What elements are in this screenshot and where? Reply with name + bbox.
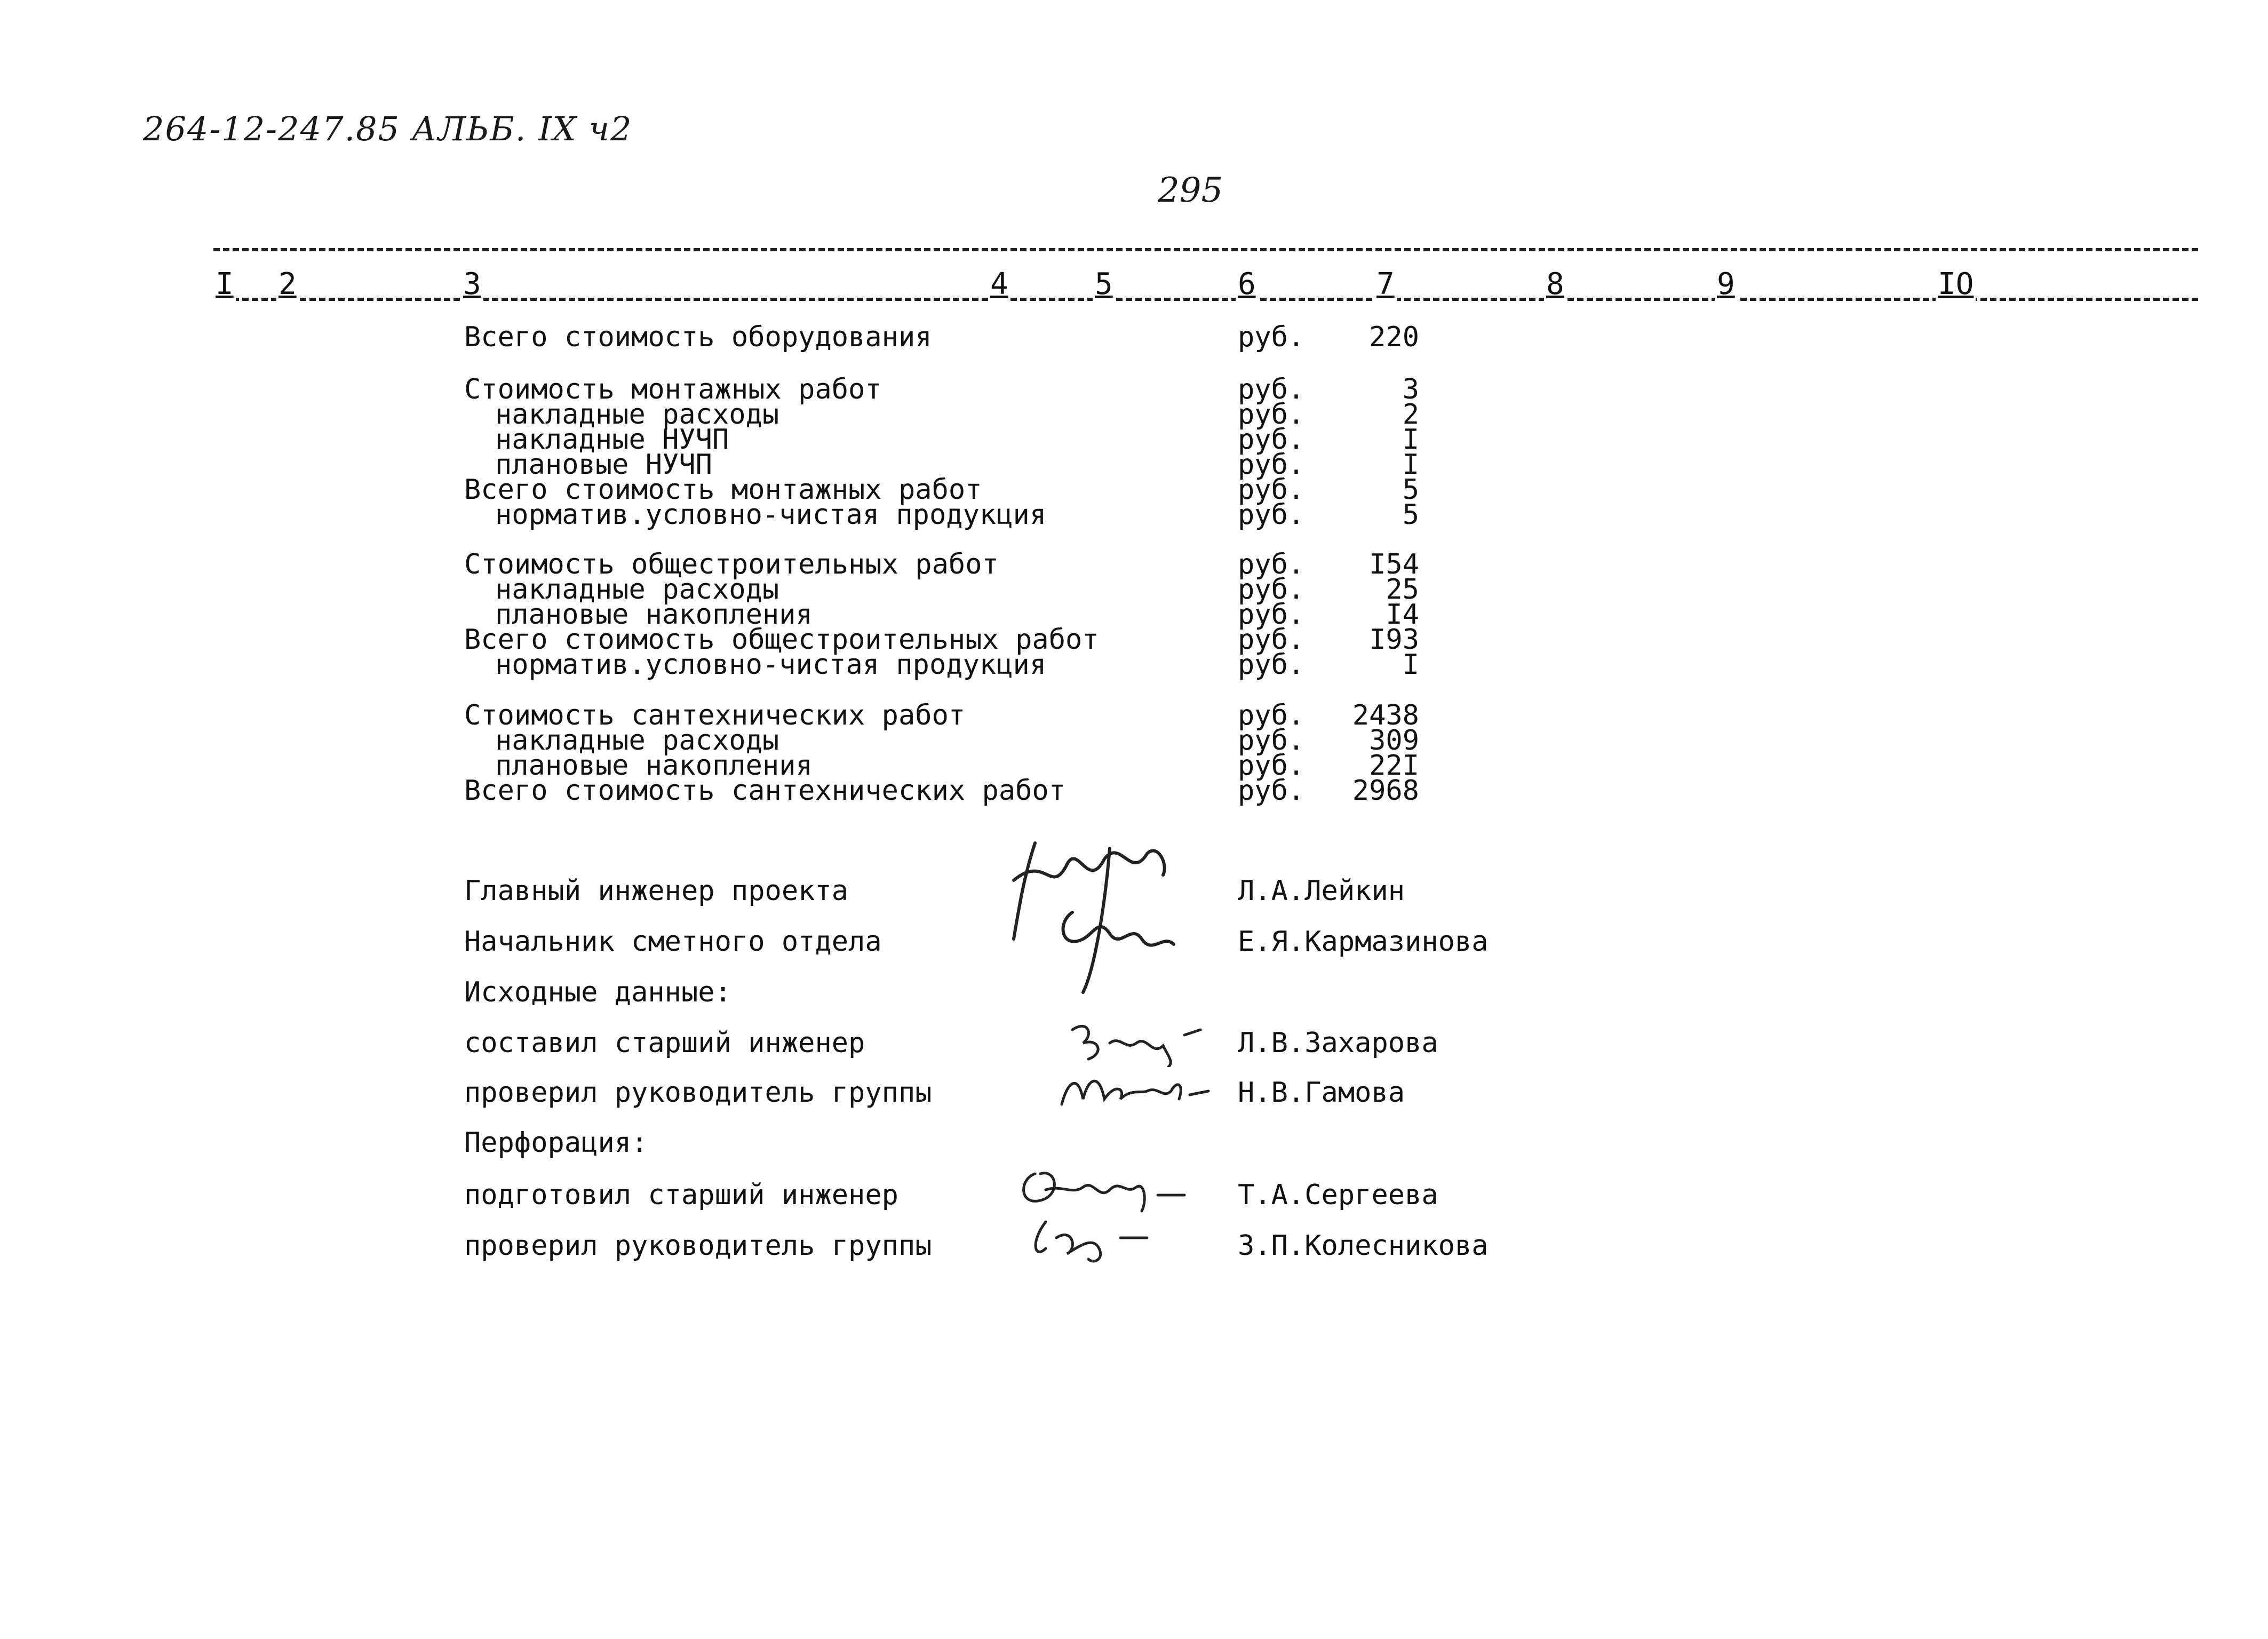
column-number-10: IO bbox=[1936, 267, 1976, 301]
row-label: норматив.условно-чистая продукция bbox=[495, 649, 1047, 681]
row-value: 3 bbox=[1402, 373, 1419, 405]
row-unit: руб. bbox=[1238, 599, 1305, 631]
row-label: норматив.условно-чистая продукция bbox=[495, 499, 1047, 531]
row-value: I bbox=[1402, 649, 1419, 681]
row-unit: руб. bbox=[1238, 775, 1305, 807]
signature-role-compiled: составил старший инженер bbox=[464, 1027, 865, 1059]
row-unit: руб. bbox=[1238, 373, 1305, 405]
row-unit: руб. bbox=[1238, 424, 1305, 456]
column-number-2: 2 bbox=[276, 267, 299, 301]
signature-scribble-prepared bbox=[1014, 1158, 1195, 1264]
row-label: плановые накопления bbox=[495, 750, 813, 782]
signature-role-prepared: подготовил старший инженер bbox=[464, 1179, 898, 1211]
signature-name-compiled: Л.В.Захарова bbox=[1238, 1027, 1438, 1059]
signature-name-estimate-head: Е.Я.Кармазинова bbox=[1238, 926, 1489, 958]
row-label: накладные расходы bbox=[495, 399, 779, 431]
row-unit: руб. bbox=[1238, 474, 1305, 506]
row-label: плановые накопления bbox=[495, 599, 813, 631]
signature-role-estimate-head: Начальник сметного отдела bbox=[464, 926, 882, 958]
row-label: накладные расходы bbox=[495, 574, 779, 606]
column-dashed-rule bbox=[213, 298, 2198, 301]
row-value: 5 bbox=[1402, 499, 1419, 531]
row-unit: руб. bbox=[1238, 649, 1305, 681]
column-number-1: I bbox=[213, 267, 236, 301]
row-value: I4 bbox=[1386, 599, 1419, 631]
row-value: I93 bbox=[1369, 624, 1419, 656]
row-value: I bbox=[1402, 424, 1419, 456]
row-value: 2438 bbox=[1352, 699, 1419, 731]
row-label: Всего стоимость монтажных работ bbox=[464, 474, 982, 506]
section-heading-perforation: Перфорация: bbox=[464, 1127, 648, 1159]
signature-name-prepared: Т.А.Сергеева bbox=[1238, 1179, 1438, 1211]
row-label: накладные НУЧП bbox=[495, 424, 729, 456]
column-number-3: 3 bbox=[461, 267, 483, 301]
signature-scribble-checked bbox=[1056, 1062, 1211, 1115]
row-unit: руб. bbox=[1238, 548, 1305, 580]
column-number-5: 5 bbox=[1093, 267, 1115, 301]
signature-role-checked: проверил руководитель группы bbox=[464, 1077, 932, 1109]
row-label: плановые НУЧП bbox=[495, 449, 712, 481]
signature-name-chief-engineer: Л.А.Лейкин bbox=[1238, 875, 1405, 907]
row-value: 22I bbox=[1369, 750, 1419, 782]
row-value: 25 bbox=[1386, 574, 1419, 606]
signature-name-checked: Н.В.Гамова bbox=[1238, 1077, 1405, 1109]
column-number-6: 6 bbox=[1236, 267, 1258, 301]
row-label: Всего стоимость общестроительных работ bbox=[464, 624, 1099, 656]
row-label: Стоимость монтажных работ bbox=[464, 373, 882, 405]
document-reference: 264-12-247.85 АЛЬБ. IX ч2 bbox=[143, 109, 633, 148]
row-unit: руб. bbox=[1238, 499, 1305, 531]
row-value: 5 bbox=[1402, 474, 1419, 506]
row-value: 2 bbox=[1402, 399, 1419, 431]
signature-scribble-chief-engineer bbox=[1003, 832, 1184, 1003]
row-label: накладные расходы bbox=[495, 725, 779, 757]
page-number: 295 bbox=[1158, 171, 1223, 210]
row-value: I bbox=[1402, 449, 1419, 481]
signature-name-checked-perforation: З.П.Колесникова bbox=[1238, 1230, 1489, 1262]
column-number-9: 9 bbox=[1715, 267, 1737, 301]
row-unit: руб. bbox=[1238, 449, 1305, 481]
row-label: Всего стоимость сантехнических работ bbox=[464, 775, 1066, 807]
column-number-7: 7 bbox=[1374, 267, 1397, 301]
row-unit: руб. bbox=[1238, 750, 1305, 782]
row-unit: руб. bbox=[1238, 725, 1305, 757]
column-number-8: 8 bbox=[1544, 267, 1566, 301]
row-label: Стоимость сантехнических работ bbox=[464, 699, 966, 731]
row-label: Стоимость общестроительных работ bbox=[464, 548, 999, 580]
row-unit: руб. bbox=[1238, 574, 1305, 606]
signature-role-checked-perforation: проверил руководитель группы bbox=[464, 1230, 932, 1262]
row-value: 220 bbox=[1369, 321, 1419, 353]
row-unit: руб. bbox=[1238, 321, 1305, 353]
column-number-4: 4 bbox=[988, 267, 1010, 301]
row-value: 2968 bbox=[1352, 775, 1419, 807]
row-value: 309 bbox=[1369, 725, 1419, 757]
row-value: I54 bbox=[1369, 548, 1419, 580]
row-unit: руб. bbox=[1238, 699, 1305, 731]
row-label: Всего стоимость оборудования bbox=[464, 321, 932, 353]
section-heading-source-data: Исходные данные: bbox=[464, 976, 731, 1008]
row-unit: руб. bbox=[1238, 624, 1305, 656]
signature-role-chief-engineer: Главный инженер проекта bbox=[464, 875, 849, 907]
signature-scribble-compiled bbox=[1067, 1014, 1206, 1067]
top-dashed-rule bbox=[213, 248, 2198, 251]
row-unit: руб. bbox=[1238, 399, 1305, 431]
